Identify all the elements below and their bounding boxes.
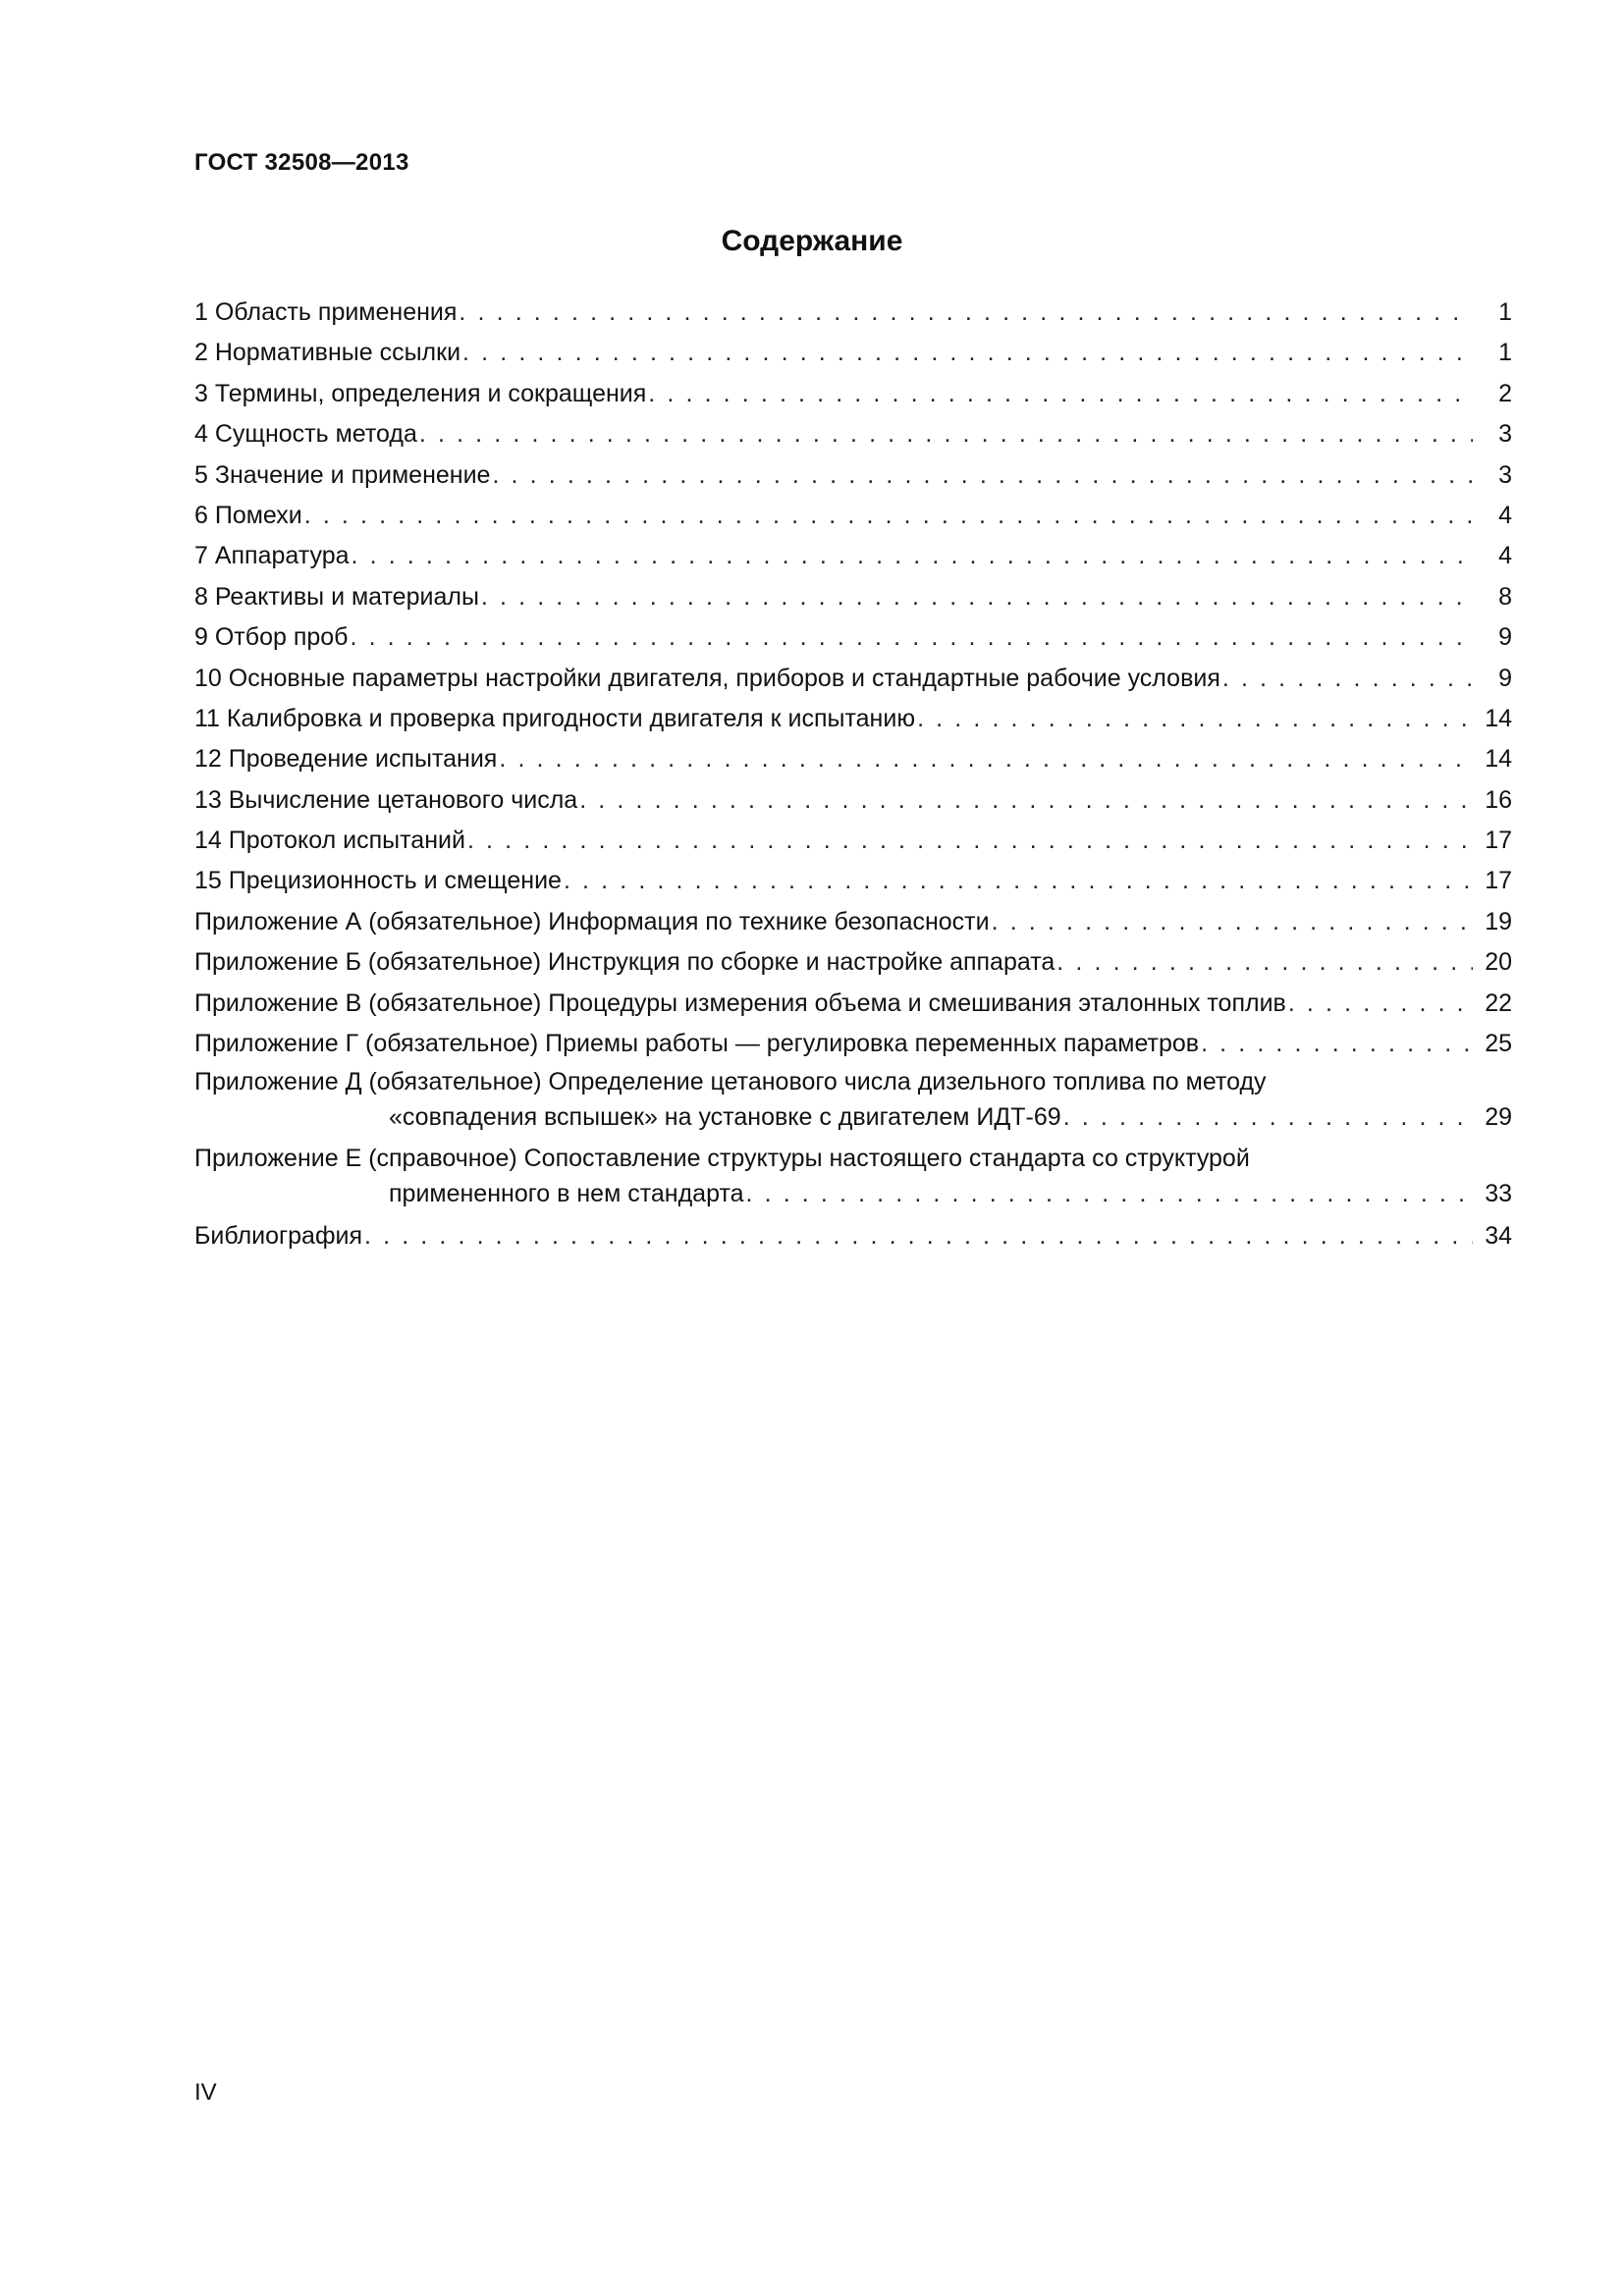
- toc-entry-page: 3: [1498, 460, 1512, 489]
- toc-entry-page: 19: [1485, 907, 1512, 935]
- toc-entry[interactable]: [194, 293, 1512, 333]
- toc-entry-page: 22: [1485, 988, 1512, 1017]
- toc-entry-label: 8 Реактивы и материалы: [194, 582, 479, 611]
- toc-entry[interactable]: [194, 861, 1512, 901]
- toc-entry-label: 11 Калибровка и проверка пригодности двигателя к испытанию: [194, 704, 916, 732]
- leader-dots: [481, 577, 1473, 617]
- toc-entry-label: 13 Вычисление цетанового числа: [194, 785, 578, 814]
- leader-dots: [1063, 1099, 1473, 1135]
- leader-dots: [917, 699, 1473, 739]
- leader-dots: [579, 780, 1473, 821]
- toc-entry-page: 9: [1498, 664, 1512, 692]
- toc-entry[interactable]: [194, 496, 1512, 536]
- toc-entry-page: 9: [1498, 623, 1512, 652]
- toc-entry-label: 12 Проведение испытания: [194, 745, 498, 774]
- toc-entry[interactable]: [194, 536, 1512, 576]
- toc-entry-label: Библиография: [194, 1222, 363, 1251]
- toc-entry-page: 34: [1485, 1222, 1512, 1251]
- toc-entry-page: 1: [1498, 298, 1512, 326]
- leader-dots: [992, 902, 1473, 942]
- toc-entry-label: Приложение А (обязательное) Информация по технике безопасности: [194, 907, 990, 935]
- toc-entry-page: 33: [1485, 1179, 1512, 1207]
- leader-dots: [1288, 984, 1473, 1024]
- toc-entry-page: 16: [1485, 785, 1512, 814]
- leader-dots: [492, 455, 1473, 496]
- toc-entry-continuation: [194, 1099, 1512, 1135]
- leader-dots: [419, 414, 1473, 454]
- leader-dots: [350, 617, 1473, 658]
- toc-entry-label: 6 Помехи: [194, 501, 302, 529]
- toc-entry-page: 17: [1485, 867, 1512, 895]
- toc-entry-page: 14: [1485, 745, 1512, 774]
- leader-dots: [364, 1216, 1473, 1256]
- toc-entry-label: 15 Прецизионность и смещение: [194, 867, 562, 895]
- toc-entry-label-line2: примененного в нем стандарта: [389, 1179, 744, 1207]
- toc-entry-page: 1: [1498, 339, 1512, 367]
- toc-entry-page: 4: [1498, 501, 1512, 529]
- toc-entry[interactable]: [194, 699, 1512, 739]
- toc-entry-page: 14: [1485, 704, 1512, 732]
- toc-entry-label-line1: Приложение Д (обязательное) Определение цетанового числа дизельного топлива по методу: [194, 1068, 1267, 1096]
- leader-dots: [304, 496, 1473, 536]
- toc-entry-appendix-d[interactable]: [194, 1064, 1512, 1135]
- toc-entry-label: 5 Значение и применение: [194, 460, 491, 489]
- toc-entry-label: 14 Протокол испытаний: [194, 827, 465, 855]
- toc-entry-page: 4: [1498, 542, 1512, 570]
- leader-dots: [648, 374, 1473, 414]
- toc-entry[interactable]: [194, 984, 1512, 1024]
- toc-entry-page: 17: [1485, 827, 1512, 855]
- leader-dots: [462, 333, 1473, 373]
- toc-entry[interactable]: [194, 374, 1512, 414]
- toc-entry-label: 1 Область применения: [194, 298, 458, 326]
- toc-entry-label: 3 Термины, определения и сокращения: [194, 379, 647, 407]
- leader-dots: [459, 293, 1473, 333]
- toc-entry-page: 25: [1485, 1030, 1512, 1058]
- toc-entry-continuation: [194, 1176, 1512, 1211]
- table-of-contents: [194, 293, 1512, 1257]
- leader-dots: [1201, 1024, 1473, 1064]
- toc-entry[interactable]: [194, 577, 1512, 617]
- toc-entry-page: 8: [1498, 582, 1512, 611]
- leader-dots: [564, 861, 1473, 901]
- leader-dots: [499, 739, 1473, 779]
- leader-dots: [746, 1176, 1473, 1211]
- page-number: IV: [194, 2079, 217, 2106]
- leader-dots: [467, 821, 1473, 861]
- toc-entry-label: Приложение В (обязательное) Процедуры измерения объема и смешивания эталонных топлив: [194, 988, 1286, 1017]
- toc-entry[interactable]: [194, 902, 1512, 942]
- toc-entry-appendix-e[interactable]: [194, 1141, 1512, 1211]
- leader-dots: [1056, 942, 1473, 983]
- toc-entry[interactable]: [194, 659, 1512, 699]
- toc-entry-page: 29: [1485, 1103, 1512, 1132]
- toc-entry-label: 7 Аппаратура: [194, 542, 350, 570]
- toc-entry-label: Приложение Г (обязательное) Приемы работы — регулировка переменных параметров: [194, 1030, 1200, 1058]
- toc-entry[interactable]: [194, 780, 1512, 821]
- toc-entry-label-line1: Приложение Е (справочное) Сопоставление структуры настоящего стандарта со структурой: [194, 1144, 1250, 1172]
- leader-dots: [352, 536, 1473, 576]
- toc-entry[interactable]: [194, 821, 1512, 861]
- toc-entry-label: 4 Сущность метода: [194, 420, 417, 449]
- toc-entry[interactable]: [194, 414, 1512, 454]
- toc-entry[interactable]: [194, 942, 1512, 983]
- toc-entry-label: 9 Отбор проб: [194, 623, 349, 652]
- toc-entry-label-line2: «совпадения вспышек» на установке с двигателем ИДТ-69: [389, 1103, 1061, 1132]
- toc-entry[interactable]: [194, 739, 1512, 779]
- toc-entry[interactable]: [194, 1024, 1512, 1064]
- toc-entry-bibliography[interactable]: [194, 1216, 1512, 1256]
- toc-entry[interactable]: [194, 455, 1512, 496]
- document-code: ГОСТ 32508—2013: [194, 149, 409, 176]
- toc-entry[interactable]: [194, 333, 1512, 373]
- toc-entry-page: 2: [1498, 379, 1512, 407]
- leader-dots: [1222, 659, 1473, 699]
- page-title: Содержание: [721, 225, 903, 257]
- toc-entry-label: 10 Основные параметры настройки двигателя, приборов и стандартные рабочие условия: [194, 664, 1220, 692]
- toc-entry-label: Приложение Б (обязательное) Инструкция по сборке и настройке аппарата: [194, 948, 1056, 977]
- toc-entry-label: 2 Нормативные ссылки: [194, 339, 461, 367]
- toc-entry-page: 20: [1485, 948, 1512, 977]
- toc-entry-page: 3: [1498, 420, 1512, 449]
- toc-entry[interactable]: [194, 617, 1512, 658]
